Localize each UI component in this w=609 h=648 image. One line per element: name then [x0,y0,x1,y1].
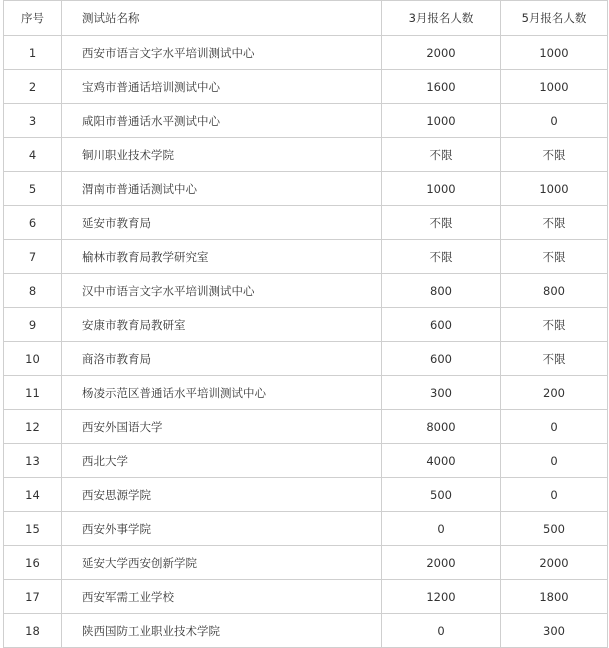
station-name-cell: 陕西国防工业职业技术学院 [62,614,382,648]
station-name-cell: 延安大学西安创新学院 [62,546,382,580]
table-row [4,240,608,274]
station-name-cell: 咸阳市普通话水平测试中心 [62,104,382,138]
row-index-cell: 8 [4,274,62,308]
row-index-cell: 5 [4,172,62,206]
march-count-cell: 不限 [382,138,501,172]
march-count-cell: 0 [382,614,501,648]
row-index-cell: 3 [4,104,62,138]
station-name-cell: 杨凌示范区普通话水平培训测试中心 [62,376,382,410]
march-count-cell: 1000 [382,172,501,206]
row-index-cell: 17 [4,580,62,614]
march-count-cell: 500 [382,478,501,512]
row-index-cell: 14 [4,478,62,512]
table-body [4,36,608,648]
station-name-cell: 西北大学 [62,444,382,478]
row-index-cell: 1 [4,36,62,70]
station-name-cell: 延安市教育局 [62,206,382,240]
may-count-cell: 2000 [501,546,608,580]
row-index-cell: 10 [4,342,62,376]
row-index-cell: 15 [4,512,62,546]
table-row [4,36,608,70]
row-index-cell: 11 [4,376,62,410]
registration-table [3,0,608,648]
table-row [4,70,608,104]
row-index-cell: 12 [4,410,62,444]
table-row [4,614,608,648]
table-row [4,308,608,342]
march-count-cell: 1000 [382,104,501,138]
station-name-cell: 宝鸡市普通话培训测试中心 [62,70,382,104]
header-may-count: 5月报名人数 [501,1,608,36]
march-count-cell: 1200 [382,580,501,614]
may-count-cell: 0 [501,478,608,512]
march-count-cell: 不限 [382,240,501,274]
table-row [4,444,608,478]
may-count-cell: 1000 [501,70,608,104]
table-row [4,138,608,172]
registration-table-container [3,0,604,648]
header-index: 序号 [4,1,62,36]
may-count-cell: 不限 [501,240,608,274]
table-row [4,274,608,308]
station-name-cell: 西安军需工业学校 [62,580,382,614]
may-count-cell: 800 [501,274,608,308]
table-row [4,172,608,206]
row-index-cell: 7 [4,240,62,274]
may-count-cell: 300 [501,614,608,648]
station-name-cell: 安康市教育局教研室 [62,308,382,342]
table-row [4,580,608,614]
station-name-cell: 渭南市普通话测试中心 [62,172,382,206]
may-count-cell: 0 [501,410,608,444]
may-count-cell: 不限 [501,308,608,342]
table-row [4,104,608,138]
table-row [4,478,608,512]
header-march-count: 3月报名人数 [382,1,501,36]
march-count-cell: 600 [382,342,501,376]
table-header-row [4,1,608,36]
march-count-cell: 800 [382,274,501,308]
table-row [4,546,608,580]
may-count-cell: 0 [501,444,608,478]
row-index-cell: 13 [4,444,62,478]
may-count-cell: 500 [501,512,608,546]
header-station-name: 测试站名称 [62,1,382,36]
row-index-cell: 18 [4,614,62,648]
table-row [4,206,608,240]
may-count-cell: 1800 [501,580,608,614]
may-count-cell: 0 [501,104,608,138]
station-name-cell: 西安外国语大学 [62,410,382,444]
station-name-cell: 商洛市教育局 [62,342,382,376]
march-count-cell: 2000 [382,546,501,580]
march-count-cell: 8000 [382,410,501,444]
table-row [4,512,608,546]
row-index-cell: 9 [4,308,62,342]
row-index-cell: 6 [4,206,62,240]
march-count-cell: 不限 [382,206,501,240]
march-count-cell: 4000 [382,444,501,478]
may-count-cell: 不限 [501,138,608,172]
march-count-cell: 1600 [382,70,501,104]
station-name-cell: 榆林市教育局教学研究室 [62,240,382,274]
may-count-cell: 1000 [501,172,608,206]
may-count-cell: 不限 [501,206,608,240]
march-count-cell: 600 [382,308,501,342]
march-count-cell: 300 [382,376,501,410]
station-name-cell: 西安市语言文字水平培训测试中心 [62,36,382,70]
row-index-cell: 4 [4,138,62,172]
may-count-cell: 不限 [501,342,608,376]
march-count-cell: 0 [382,512,501,546]
station-name-cell: 汉中市语言文字水平培训测试中心 [62,274,382,308]
may-count-cell: 1000 [501,36,608,70]
station-name-cell: 西安思源学院 [62,478,382,512]
table-row [4,342,608,376]
march-count-cell: 2000 [382,36,501,70]
table-row [4,376,608,410]
station-name-cell: 铜川职业技术学院 [62,138,382,172]
row-index-cell: 16 [4,546,62,580]
station-name-cell: 西安外事学院 [62,512,382,546]
table-row [4,410,608,444]
row-index-cell: 2 [4,70,62,104]
may-count-cell: 200 [501,376,608,410]
